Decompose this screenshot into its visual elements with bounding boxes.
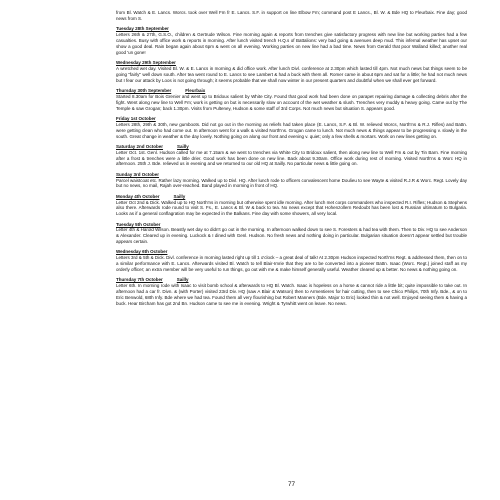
diary-entry: [116, 194, 467, 218]
diary-entry: [116, 277, 467, 307]
entry-text: A wretched wet day. Visited Bl. W. & E. Lancs in morning & did office work. After lunch Divl. conference at 2.30pm which lasted till 4pm. Not much news but things seem to be going "fairly" well down south. After tea went round to E. Lancs to see Lambert & had a buck with them all. Romer came in about 6pm and sat for a little; he had not much news but I fear our attack by Loos is not going through; it seems probable that we shall now winter in our present quarters and doubtful when we shall ever get forward.: [116, 65, 467, 83]
intro-paragraph: [116, 10, 467, 22]
entry-location: Sailly: [173, 193, 186, 199]
entry-date: Monday 4th October: [116, 193, 160, 199]
entry-text: Letters 26th & 27th, G.S.O., children & Gertrude Wilson. Fine morning again & reports from trenches give satisfactory progress with new line but working parties had a few casualties. Busy with office work & reports in morning. After lunch visited trench H.Q.s of Battalions: very bad going & avenues deep mud. This infernal weather has upset our show a good deal. Rain began again about 6pm & went on all evening. Working parties on new line had a bad time. News from Gerald that poor Walland killed; another real good 'un gone!: [116, 32, 467, 55]
entry-text: Letter Oct. 1st. Genl. Hudson called for me at 7.15am & we went to trenches via White City to Bridoux salient, then along new line to Well Fm & out by Tin Barn. Fine morning after a frost & trenches were a little drier. Good work has been done on new line. Back about 9.30am. Office work during rest of morning. Visited North'ns & Worc HQ in afternoon. 25th J. Bde. relieved us in evening and we returned to our old HQ at Sailly. No particular news & little going on.: [116, 149, 467, 167]
diary-entry: [116, 144, 467, 168]
entry-date: Wednesday 29th September: [116, 59, 176, 65]
diary-entry: [116, 116, 467, 140]
diary-entry: [116, 60, 467, 84]
entry-text: Letters 3rd & 5th & Dick. Divl. conference in morning lasted right up till 1 o'clock – a great deal of talk! At 2.30pm Hudson inspected North'ns Regt. & addressed them, then on to a similar performance with E. Lancs. Afterwards visited Bl. Watch to tell Blair-Imrie that they are to be converted into a pioneer Battn. Isaac (Worc. Regt.) joined staff as my orderly officer; an extra member will be very useful to run things, go out with me & make himself generally useful. Weather cleared up & better. No news & nothing going on.: [116, 255, 467, 273]
entry-text: Started 8.30am for Bois Grenier and went up to Bridoux salient by White City. Found that good work had been done on parapet repairing damage & collecting debris after the fight. Went along new line to Well Fm; work is getting on but is necessarily slow on account of the wet weather & slush. Trenches very muddy & heavy going. Came out by The Temple & saw Grogan; back 1.30pm. Visits from Pulteney, Hudson & some staff of 3rd Corps. Not much news but situation S. appears good.: [116, 93, 467, 111]
entry-text: Letter 6th. In morning rode with Isaac to visit bomb school & afterwards to HQ Bl. Watch. Isaac is hopeless on a horse & cannot ride a little bit; quite impossible to take out. In afternoon had a car fr. Divn. & (with Porter) visited 23rd Div. HQ (saw A Blair & Watson) then to Armentieres for hair cutting, then to see Chico Philips, 70th Infy. Bde., & on to Eric Benwold, 68th Infy. Bde where we had tea. Found them all very flourishing but Robert Manners (Bde. Major to Eric) looked thin & not well. Enjoyed seeing them & having a buck. Hear Bircham has got 2nd Bn. Hudson came to see me in evening. Wright & Tyrwhitt went on leave. No news.: [116, 283, 467, 307]
diary-entry: [116, 26, 467, 56]
entry-date: Thursday 7th October: [116, 277, 163, 283]
entry-location: Sailly: [177, 143, 189, 149]
entry-text: from Bl. Watch & E. Lancs. Worcs. took over Well Fm fr E. Lancs. S.F. in support on line Elbow Fm; command post E Lancs., Bl. W. & Bde HQ to Fleurbaix. Fine day; good news from S.: [116, 10, 467, 21]
entry-date: Sunday 3rd October: [116, 171, 160, 177]
entry-date: Thursday 30th September: [116, 87, 172, 93]
diary-entry: [116, 249, 467, 273]
diary-entry: [116, 222, 467, 246]
entry-location: Fleurbaix: [185, 87, 206, 93]
page-number: 77: [287, 481, 296, 488]
entry-text: Letter Oct 2nd & Dick. Walked up to HQ North'ns in morning but otherwise spent idle morning. After lunch met corps commanders who inspected R.I. Rifles; Hudson & Stephens also there. Afterwards rode round to visit S. Fs., E. Lancs & Bl. W & back to tea. No news except that Hohenzollern Redoubt has been lost & Russian ultimatum to Bulgaria. Looks as if a general conflagration may be expected in the Balkans. Fine day with some showers, all very local.: [116, 199, 467, 217]
entry-date: Tuesday 5th October: [116, 221, 161, 227]
entry-date: Saturday 2nd October: [116, 143, 164, 149]
entry-text: Letter 4th & Harold Wilson. Beastly wet day so didn't go out in the morning. In afternoon walked down to see S. Foresters & had tea with them. Then to Div. HQ to see Anderson & Alexander. Cleared up in evening. Luckock & I dined with Genl. Hudson. No fresh news and nothing doing in particular. Bulgarian situation doesn't appear settled but trouble appears certain.: [116, 227, 467, 245]
entry-text: Letters 28th, 29th & 30th, new gumboots. Did not go out in the morning as reliefs had taken place (E. Lancs, S.F. & Bl. W. relieved Worcs, North'ns & R.J. Rifles) and Battn. were getting clean who had come out. In afternoon went for a walk & visited North'ns. Grogan came to lunch. Not much news & things appear to be progressing v. slowly in the south. Great change in weather & the day lovely. Nothing going on along our front and evening v. quiet; only a few shells & mortars. Work on new lines getting on.: [116, 121, 467, 139]
entry-location: Sailly: [176, 277, 189, 283]
entry-text: Parcel waistcoat etc. Rather lazy morning. Walked up to Divl. HQ. After lunch rode to officers convalescent home Doulieu to see Wayte & visited R.J.R & Worc. Regt. Lovely day but no news, no mail, Rajah over-reached. Band played in morning in front of HQ.: [116, 177, 467, 189]
diary-entry: [116, 172, 467, 190]
entry-date: Tuesday 28th September: [116, 26, 169, 32]
entry-date: Friday 1st October: [116, 115, 156, 121]
entry-date: Wednesday 6th October: [116, 249, 168, 255]
diary-entry: [116, 88, 467, 112]
